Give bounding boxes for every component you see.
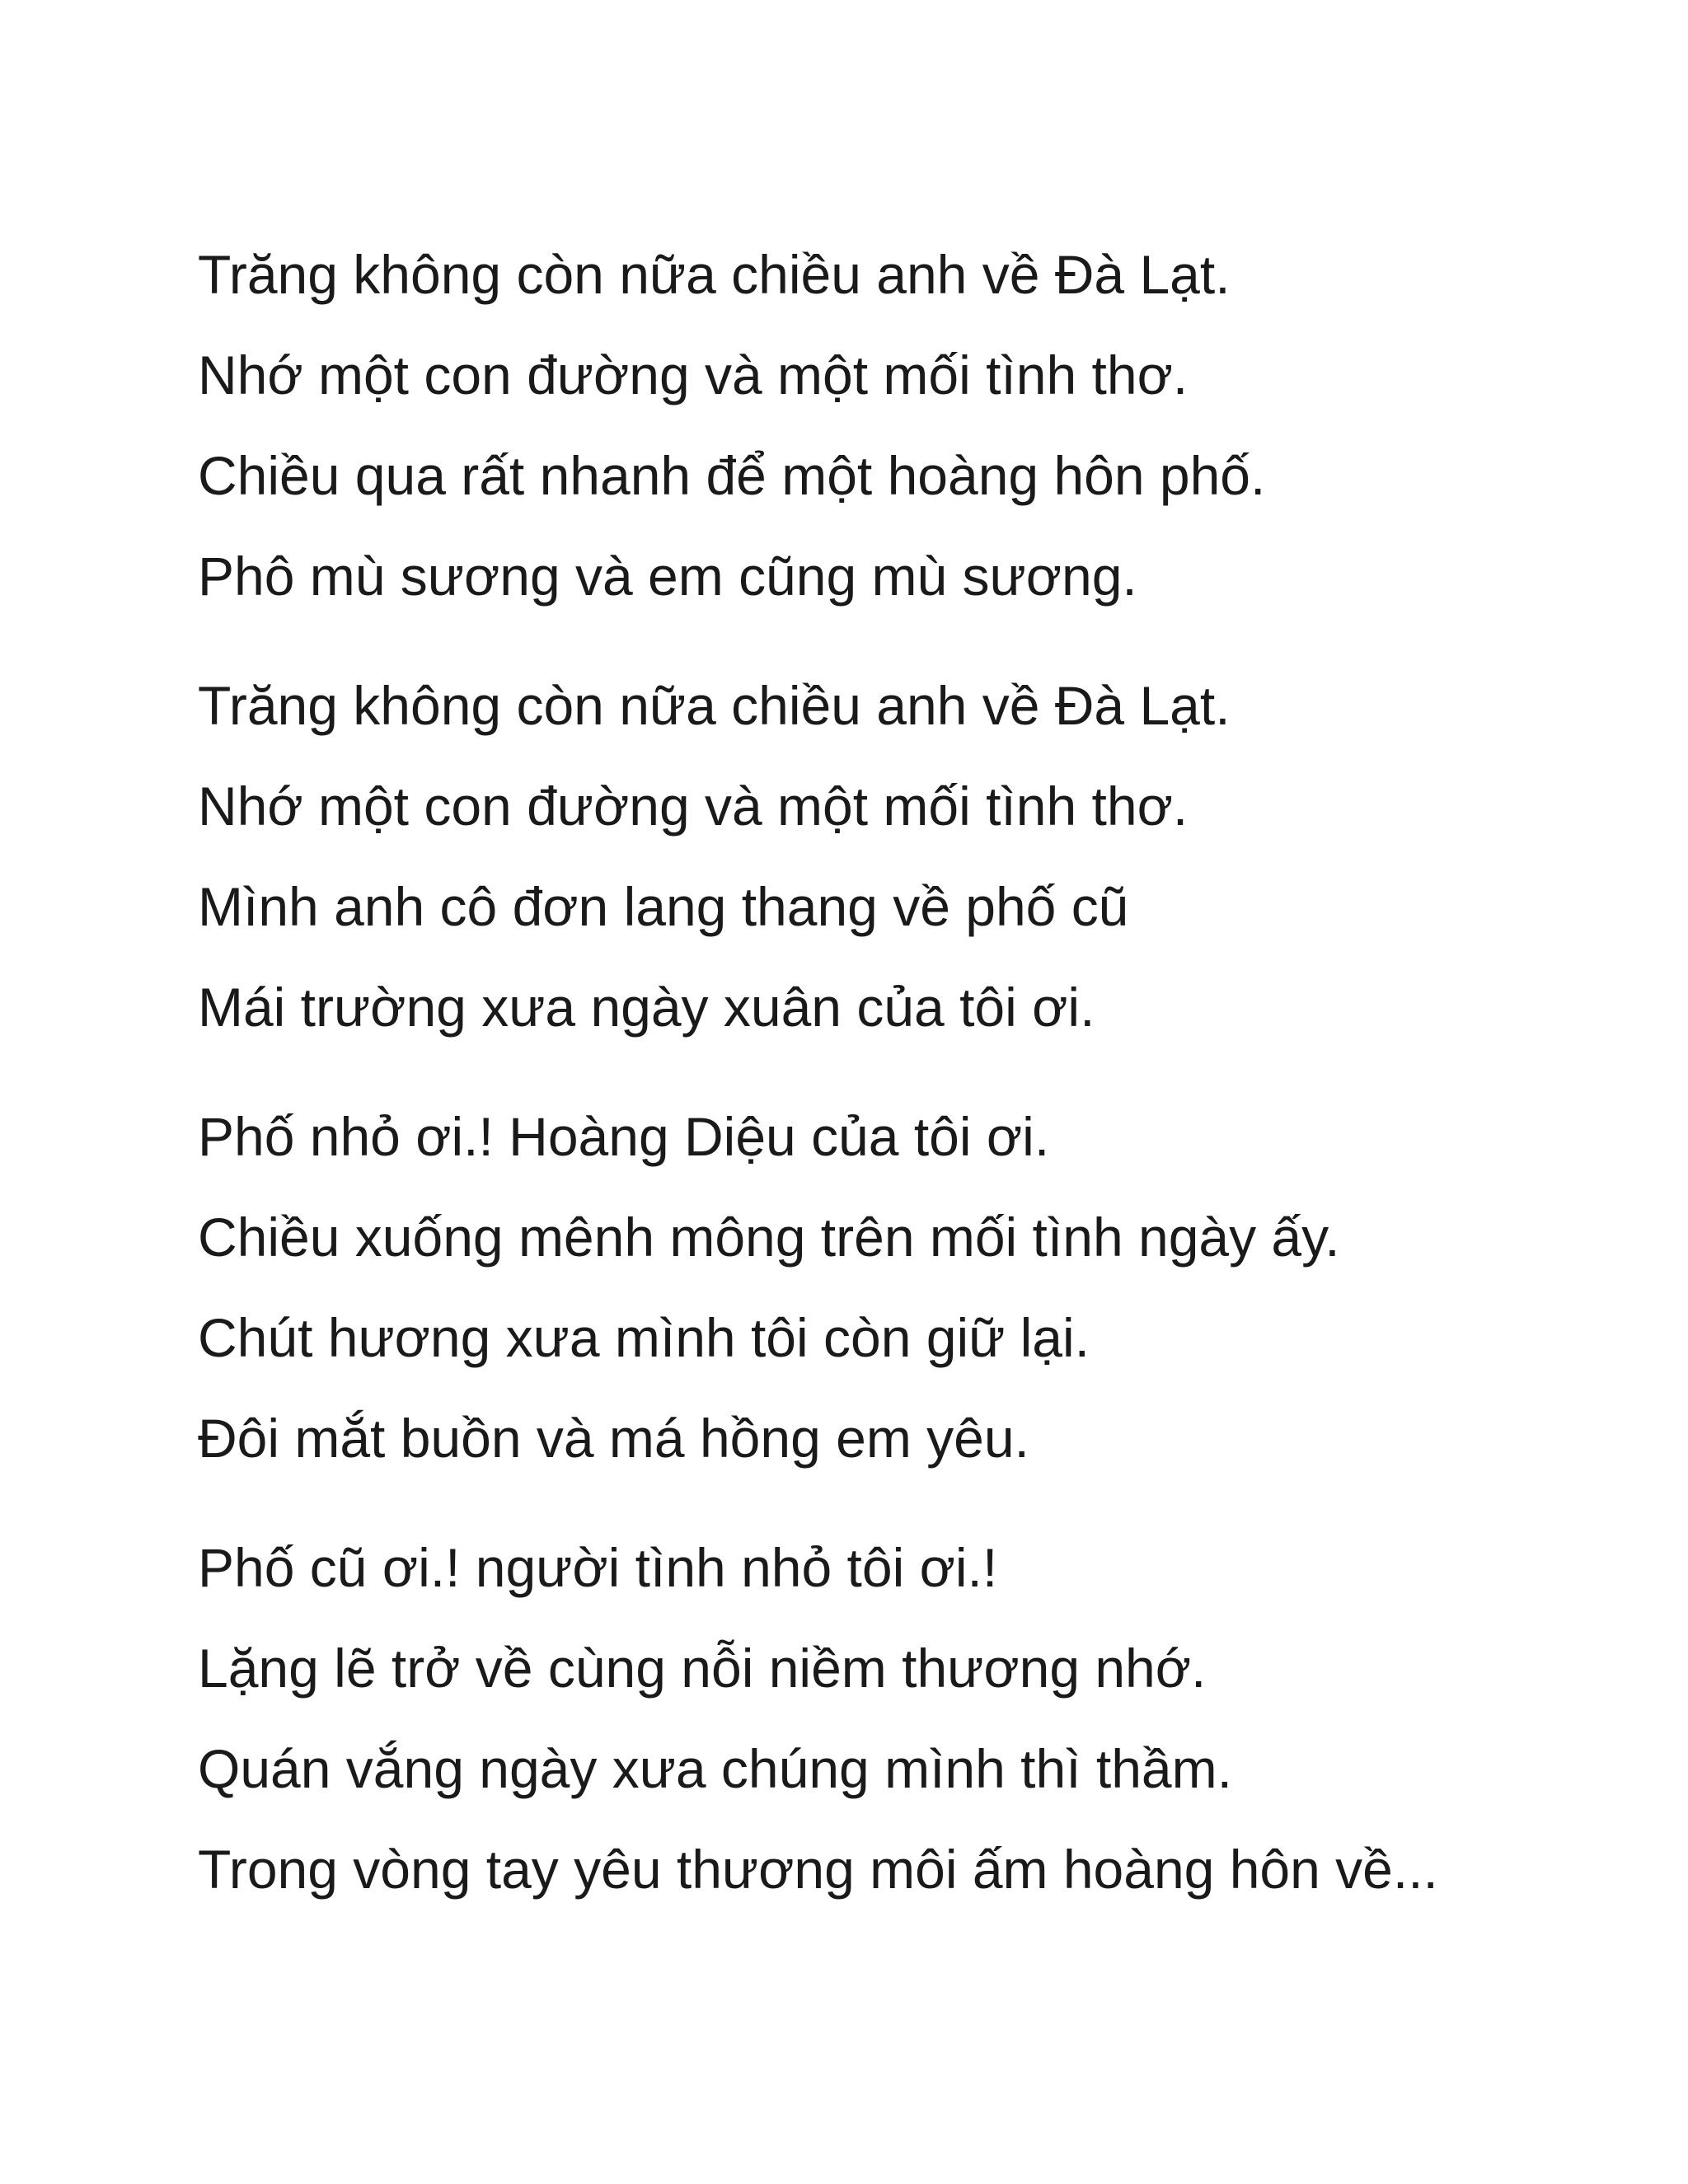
poem-line: Mình anh cô đơn lang thang về phố cũ — [198, 876, 1129, 937]
poem-line: Nhớ một con đường và một mối tình thơ. — [198, 344, 1189, 405]
poem — [198, 224, 1599, 1948]
poem-line: Lặng lẽ trở về cùng nỗi niềm thương nhớ. — [198, 1638, 1207, 1699]
poem-line: Phố cũ ơi.! người tình nhỏ tôi ơi.! — [198, 1537, 998, 1598]
poem-line: Quán vắng ngày xưa chúng mình thì thầm. — [198, 1738, 1232, 1799]
stanza-4 — [198, 1517, 1599, 1919]
poem-line: Mái trường xưa ngày xuân của tôi ơi. — [198, 977, 1095, 1038]
poem-line: Nhớ một con đường và một mối tình thơ. — [198, 776, 1189, 837]
poem-line: Đôi mắt buồn và má hồng em yêu. — [198, 1408, 1029, 1469]
poem-line: Chút hương xưa mình tôi còn giữ lại. — [198, 1307, 1090, 1368]
stanza-1 — [198, 224, 1599, 626]
poem-line: Phô mù sương và em cũng mù sương. — [198, 546, 1137, 607]
poem-line: Trong vòng tay yêu thương môi ấm hoàng hôn về... — [198, 1839, 1438, 1900]
poem-line: Phố nhỏ ơi.! Hoàng Diệu của tôi ơi. — [198, 1106, 1050, 1167]
poem-line: Chiều xuống mênh mông trên mối tình ngày ấy. — [198, 1207, 1340, 1268]
poem-line: Chiều qua rất nhanh để một hoàng hôn phố. — [198, 445, 1266, 506]
stanza-3 — [198, 1086, 1599, 1488]
poem-line: Trăng không còn nữa chiều anh về Đà Lạt. — [198, 244, 1231, 305]
stanza-2 — [198, 655, 1599, 1057]
poem-line: Trăng không còn nữa chiều anh về Đà Lạt. — [198, 675, 1231, 736]
